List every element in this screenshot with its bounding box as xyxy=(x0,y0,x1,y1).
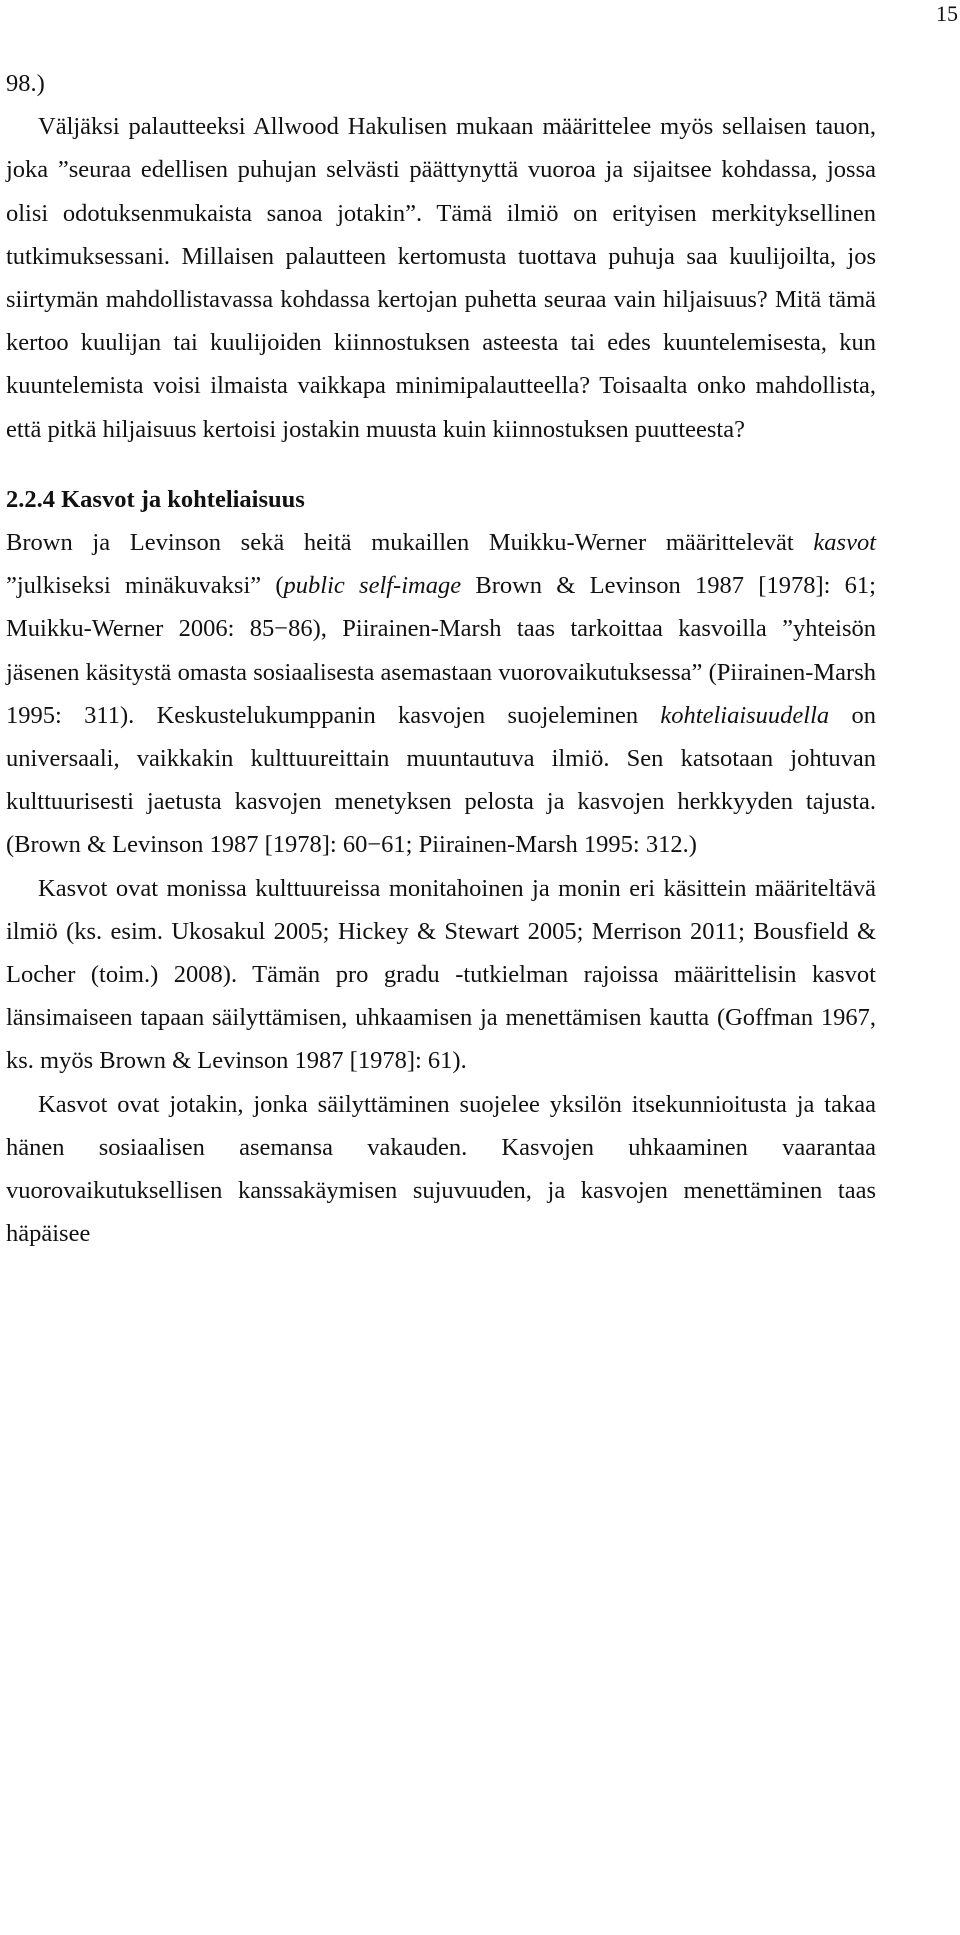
paragraph-text-segment: Brown & Levinson 1987 [1978]: 61; Muikku-Werner 2006: 85−86), Piirainen-Marsh taas tarkoittaa kasvoilla ”yhteisön jäsenen käsitystä omasta sosiaalisesta asemastaan vuorovaikutuksessa” (Piirainen-Marsh 1995: 311). Keskustelukumppanin kasvojen suojeleminen xyxy=(6,572,876,729)
paragraph-silence-as-feedback: Väljäksi palautteeksi Allwood Hakulisen mukaan määrittelee myös sellaisen tauon, joka ”seuraa edellisen puhujan selvästi päättynyttä vuoroa ja sijaitsee kohdassa, jossa olisi odotuksenmukaista sanoa jotakin”. Tämä ilmiö on erityisen merkityksellinen tutkimuksessani. Millaisen palautteen kertomusta tuottava puhuja saa kuulijoilta, jos siirtymän mahdollistavassa kohdassa kertojan puhetta seuraa vain hiljaisuus? Mitä tämä kertoo kuulijan tai kuulijoiden kiinnostuksen asteesta tai edes kuuntelemisesta, kun kuuntelemista voisi ilmaista vaikkapa minimipalautteella? Toisaalta onko mahdollista, että pitkä hiljaisuus kertoisi jostakin muusta kuin kiinnostuksen puutteesta? xyxy=(6,113,876,443)
paragraph-face-in-cultures: Kasvot ovat monissa kulttuureissa monitahoinen ja monin eri käsittein määriteltävä ilmiö (ks. esim. Ukosakul 2005; Hickey & Stewart 2005; Merrison 2011; Bousfield & Locher (toim.) 2008). Tämän pro gradu -tutkielman rajoissa määrittelisin kasvot länsimaiseen tapaan säilyttämisen, uhkaamisen ja menettämisen kautta (Goffman 1967, ks. myös Brown & Levinson 1987 [1978]: 61). xyxy=(6,874,876,1075)
term-public-self-image: public self-image xyxy=(283,572,462,600)
continued-paragraph-end: 98.) xyxy=(6,70,45,97)
paragraph-text-segment: Brown ja Levinson sekä heitä mukaillen Muikku-Werner määrittelevät xyxy=(6,529,814,557)
paragraph-text-segment: ”julkiseksi minäkuvaksi” ( xyxy=(6,572,284,600)
page-number: 15 xyxy=(936,1,958,26)
section-heading xyxy=(6,478,876,521)
section-title: Kasvot ja kohteliaisuus xyxy=(61,485,305,513)
paragraph-face-definition xyxy=(6,521,876,867)
document-body xyxy=(6,62,876,1255)
paragraph-text-segment: on universaali, vaikkakin kulttuureittain muuntautuva ilmiö. Sen katsotaan johtuvan kulttuurisesti jaetusta kasvojen menetyksen pelosta ja kasvojen herkkyyden tajusta. (Brown & Levinson 1987 [1978]: 60−61; Piirainen-Marsh 1995: 312.) xyxy=(6,701,876,859)
term-kohteliaisuus: kohteliaisuudella xyxy=(660,701,830,729)
section-number: 2.2.4 xyxy=(6,485,55,513)
term-kasvot: kasvot xyxy=(813,529,876,557)
paragraph-face-preservation: Kasvot ovat jotakin, jonka säilyttäminen suojelee yksilön itsekunnioitusta ja takaa hänen sosiaalisen asemansa vakauden. Kasvojen uhkaaminen vaarantaa vuorovaikutuksellisen kanssakäymisen sujuvuuden, ja kasvojen menettäminen taas häpäisee xyxy=(6,1090,876,1248)
